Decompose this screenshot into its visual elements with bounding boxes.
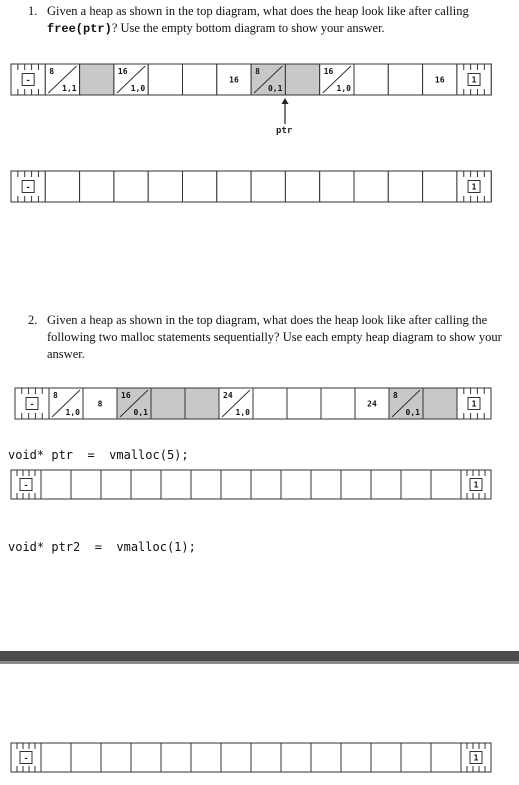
prologue-label: - bbox=[23, 753, 29, 763]
block-flags: 0,1 bbox=[405, 408, 420, 417]
block-flags: 0,1 bbox=[267, 84, 283, 93]
heap-cell-empty bbox=[401, 743, 431, 772]
heap-cell-empty bbox=[251, 171, 285, 202]
heap-cell-header bbox=[251, 64, 285, 95]
heap-cell-empty bbox=[423, 171, 457, 202]
prologue-label: - bbox=[25, 182, 31, 192]
heap-cell-empty bbox=[431, 470, 461, 499]
heap-cell-empty bbox=[41, 743, 71, 772]
question-2 bbox=[28, 312, 506, 363]
heap-cell-epilogue bbox=[461, 470, 491, 499]
heap-cell-footer bbox=[423, 64, 457, 95]
block-size: 24 bbox=[223, 391, 233, 400]
epilogue-label: 1 bbox=[473, 480, 479, 490]
heap-cell-empty bbox=[45, 171, 79, 202]
heap-diagram-answer-3[interactable] bbox=[10, 742, 492, 774]
question-1-number: 1. bbox=[28, 4, 38, 18]
heap-cell-empty bbox=[71, 470, 101, 499]
heap-cell-header bbox=[49, 388, 83, 419]
page-break bbox=[0, 651, 519, 661]
block-size: 16 bbox=[323, 67, 334, 76]
heap-diagram-answer-2[interactable] bbox=[10, 469, 492, 501]
footer-size: 16 bbox=[434, 75, 445, 85]
heap-cell-prologue bbox=[11, 470, 41, 499]
question-1-text: Given a heap as shown in the top diagram, what does the heap look like after calling bbox=[47, 4, 469, 18]
heap-cell-empty bbox=[371, 470, 401, 499]
heap-cell-empty bbox=[388, 64, 422, 95]
heap-cell-epilogue bbox=[457, 388, 491, 419]
heap-cell-empty bbox=[281, 470, 311, 499]
footer-size: 24 bbox=[367, 399, 377, 409]
heap-cell-empty bbox=[131, 743, 161, 772]
heap-cell-filled bbox=[151, 388, 185, 419]
heap-cell-empty bbox=[354, 171, 388, 202]
heap-cell-filled bbox=[285, 64, 319, 95]
epilogue-label: 1 bbox=[473, 753, 479, 763]
heap-cell-filled bbox=[185, 388, 219, 419]
heap-cell-empty bbox=[431, 743, 461, 772]
heap-cell-empty bbox=[341, 743, 371, 772]
block-size: 8 bbox=[53, 391, 58, 400]
block-size: 8 bbox=[255, 67, 260, 76]
heap-cell-header bbox=[389, 388, 423, 419]
block-flags: 1,1 bbox=[62, 84, 77, 93]
heap-cell-prologue bbox=[11, 743, 41, 772]
heap-cell-empty bbox=[321, 388, 355, 419]
block-flags: 1,0 bbox=[336, 84, 351, 93]
heap-cell-empty bbox=[287, 388, 321, 419]
heap-cell-epilogue bbox=[457, 171, 491, 202]
heap-cell-empty bbox=[354, 64, 388, 95]
epilogue-label: 1 bbox=[471, 75, 477, 85]
heap-cell-empty bbox=[341, 470, 371, 499]
heap-cell-empty bbox=[221, 470, 251, 499]
heap-cell-header bbox=[45, 64, 79, 95]
heap-cell-footer bbox=[83, 388, 117, 419]
question-1-text-end: ? Use the empty bottom diagram to show your answer. bbox=[111, 21, 385, 35]
heap-cell-prologue bbox=[11, 171, 45, 202]
block-size: 8 bbox=[393, 391, 398, 400]
heap-cell-empty bbox=[311, 743, 341, 772]
heap-cell-epilogue bbox=[457, 64, 491, 95]
heap-cell-empty bbox=[221, 743, 251, 772]
heap-cell-empty bbox=[191, 743, 221, 772]
block-size: 8 bbox=[49, 67, 55, 76]
heap-cell-header bbox=[114, 64, 148, 95]
block-flags: 1,0 bbox=[65, 408, 80, 417]
footer-size: 16 bbox=[229, 75, 239, 85]
heap-cell-footer bbox=[217, 64, 251, 95]
heap-cell-epilogue bbox=[461, 743, 491, 772]
heap-cell-empty bbox=[320, 171, 354, 202]
prologue-label: - bbox=[25, 75, 31, 85]
heap-cell-empty bbox=[161, 743, 191, 772]
heap-cell-empty bbox=[148, 64, 182, 95]
heap-cell-header bbox=[219, 388, 253, 419]
block-size: 16 bbox=[117, 67, 128, 76]
footer-size: 8 bbox=[97, 399, 103, 409]
heap-cell-header bbox=[320, 64, 354, 95]
page-break-shadow bbox=[0, 661, 519, 664]
question-1 bbox=[28, 3, 506, 38]
heap-cell-empty bbox=[80, 171, 114, 202]
heap-cell-empty bbox=[41, 470, 71, 499]
heap-cell-empty bbox=[253, 388, 287, 419]
heap-cell-filled bbox=[423, 388, 457, 419]
heap-cell-empty bbox=[161, 470, 191, 499]
heap-cell-empty bbox=[183, 64, 217, 95]
question-2-text: Given a heap as shown in the top diagram, what does the heap look like after calling the following two malloc statements sequentially? Use each empty heap diagram to show your answer. bbox=[47, 313, 502, 361]
pointer-label: ptr bbox=[276, 126, 293, 136]
malloc-statement-2: void* ptr2 = vmalloc(1); bbox=[8, 540, 196, 554]
heap-cell-empty bbox=[311, 470, 341, 499]
heap-cell-prologue bbox=[11, 64, 45, 95]
heap-cell-empty bbox=[101, 470, 131, 499]
heap-cell-empty bbox=[401, 470, 431, 499]
heap-cell-prologue bbox=[15, 388, 49, 419]
heap-diagram-answer-1[interactable] bbox=[10, 170, 492, 204]
prologue-label: - bbox=[29, 399, 35, 409]
prologue-label: - bbox=[23, 480, 29, 490]
block-size: 16 bbox=[121, 391, 131, 400]
heap-cell-empty bbox=[101, 743, 131, 772]
heap-cell-empty bbox=[251, 470, 281, 499]
heap-cell-empty bbox=[191, 470, 221, 499]
heap-cell-empty bbox=[371, 743, 401, 772]
heap-cell-empty bbox=[388, 171, 422, 202]
heap-cell-filled bbox=[80, 64, 114, 95]
malloc-statement-1: void* ptr = vmalloc(5); bbox=[8, 448, 189, 462]
epilogue-label: 1 bbox=[471, 182, 477, 192]
block-flags: 1,0 bbox=[130, 84, 146, 93]
heap-cell-empty bbox=[131, 470, 161, 499]
heap-cell-empty bbox=[285, 171, 319, 202]
heap-cell-empty bbox=[281, 743, 311, 772]
heap-cell-footer bbox=[355, 388, 389, 419]
block-flags: 0,1 bbox=[133, 408, 148, 417]
heap-cell-empty bbox=[71, 743, 101, 772]
heap-cell-header bbox=[117, 388, 151, 419]
heap-diagram-initial-1 bbox=[10, 63, 492, 97]
heap-diagram-initial-2 bbox=[14, 387, 492, 421]
block-flags: 1,0 bbox=[235, 408, 250, 417]
question-2-number: 2. bbox=[28, 313, 38, 327]
heap-cell-empty bbox=[183, 171, 217, 202]
heap-cell-empty bbox=[251, 743, 281, 772]
question-1-code: free(ptr) bbox=[47, 22, 112, 36]
epilogue-label: 1 bbox=[471, 399, 477, 409]
heap-cell-empty bbox=[148, 171, 182, 202]
pointer-arrow bbox=[278, 97, 292, 125]
heap-cell-empty bbox=[217, 171, 251, 202]
heap-cell-empty bbox=[114, 171, 148, 202]
